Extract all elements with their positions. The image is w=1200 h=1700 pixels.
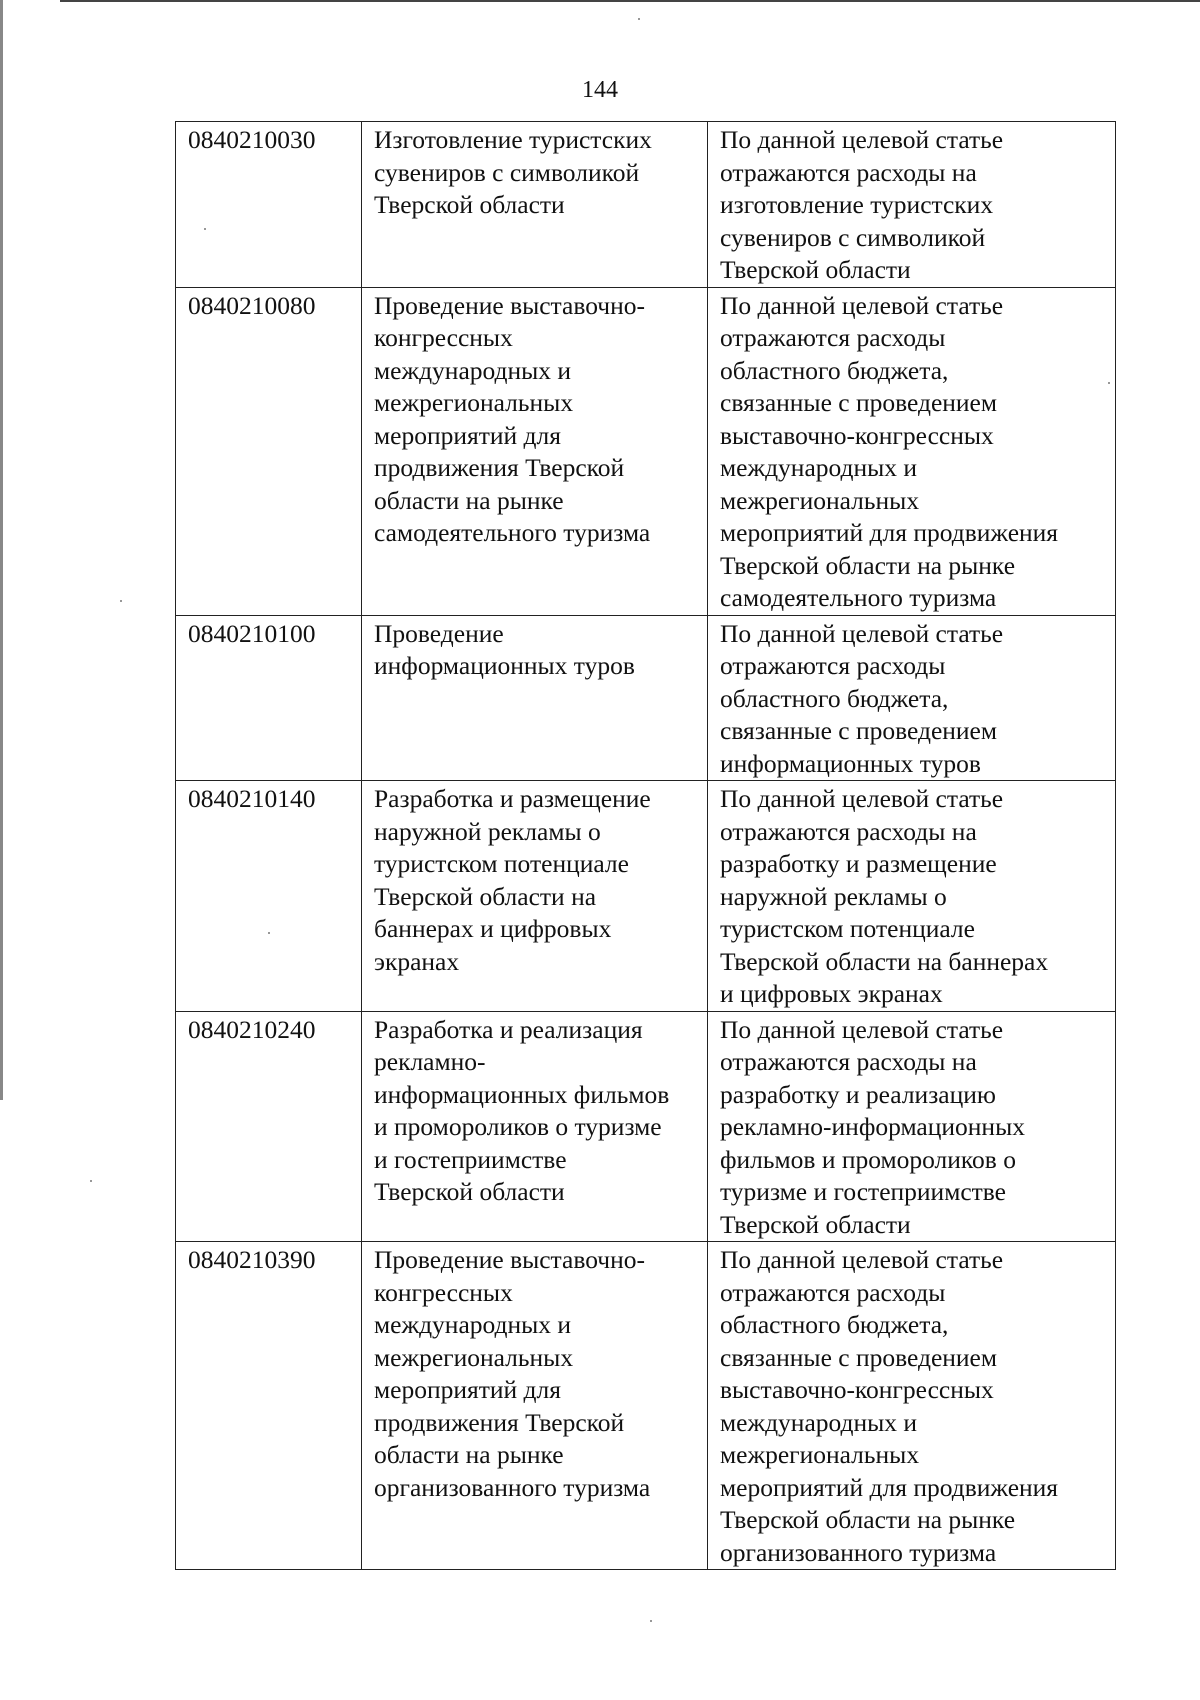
description-line: Тверской области на рынке <box>720 1505 1016 1534</box>
name-cell <box>362 1242 708 1570</box>
name-line: конгрессных <box>374 323 513 352</box>
name-line: Проведение выставочно- <box>374 1245 645 1274</box>
description-line: и цифровых экранах <box>720 979 943 1008</box>
name-cell <box>362 287 708 615</box>
name-line: туристском потенциале <box>374 849 629 878</box>
description-line: отражаются расходы <box>720 1277 946 1307</box>
description-line: выставочно-конгрессных <box>720 1375 994 1404</box>
description-line: мероприятий для продвижения <box>720 1472 1059 1502</box>
name-line: международных и <box>374 355 572 385</box>
description-line: связанные с проведением <box>720 388 998 417</box>
code-cell: 0840210390 <box>176 1242 362 1570</box>
name-line: и промороликов о туризме <box>374 1112 662 1141</box>
description-line: межрегиональных <box>720 1440 920 1469</box>
name-line: Изготовление туристских <box>374 125 652 154</box>
description-cell <box>708 615 1116 781</box>
name-line: Разработка и размещение <box>374 784 651 813</box>
name-line: Тверской области <box>374 1177 565 1206</box>
description-line: отражаются расходы на <box>720 1047 977 1076</box>
description-line: организованного туризма <box>720 1537 997 1567</box>
name-line: сувениров с символикой <box>374 157 640 187</box>
table-body <box>176 122 1116 1570</box>
table-row <box>176 1011 1116 1242</box>
scan-speck <box>638 18 640 20</box>
name-cell <box>362 1011 708 1242</box>
name-line: области на рынке <box>374 1440 564 1469</box>
description-line: Тверской области на баннерах <box>720 946 1049 976</box>
code-cell: 0840210080 <box>176 287 362 615</box>
description-line: самодеятельного туризма <box>720 583 997 612</box>
description-line: выставочно-конгрессных <box>720 420 994 450</box>
table-row <box>176 1242 1116 1570</box>
name-line: Разработка и реализация <box>374 1014 643 1044</box>
description-line: рекламно-информационных <box>720 1112 1025 1141</box>
name-line: продвижения Тверской <box>374 1407 625 1437</box>
description-line: Тверской области <box>720 255 911 284</box>
description-line: областного бюджета, <box>720 355 949 385</box>
description-line: По данной целевой статье <box>720 125 1004 154</box>
scan-speck <box>90 1180 92 1182</box>
table-row <box>176 122 1116 288</box>
name-line: и гостеприимстве <box>374 1144 567 1174</box>
description-line: Тверской области на рынке <box>720 550 1016 580</box>
description-line: областного бюджета, <box>720 1310 949 1339</box>
name-line: Проведение <box>374 618 504 648</box>
name-line: международных и <box>374 1310 572 1339</box>
description-line: По данной целевой статье <box>720 1245 1004 1274</box>
description-line: фильмов и промороликов о <box>720 1144 1016 1174</box>
name-line: информационных фильмов <box>374 1079 670 1109</box>
description-line: Тверской области <box>720 1209 911 1239</box>
description-line: туристском потенциале <box>720 914 975 943</box>
description-line: По данной целевой статье <box>720 784 1004 813</box>
description-line: туризме и гостеприимстве <box>720 1177 1007 1206</box>
description-line: связанные с проведением <box>720 1342 998 1372</box>
name-line: межрегиональных <box>374 1342 574 1372</box>
description-line: По данной целевой статье <box>720 618 1004 648</box>
code-cell: 0840210030 <box>176 122 362 288</box>
description-line: разработку и размещение <box>720 849 997 878</box>
name-line: Тверской области <box>374 190 565 219</box>
description-line: сувениров с символикой <box>720 222 986 252</box>
description-line: По данной целевой статье <box>720 290 1004 320</box>
name-line: самодеятельного туризма <box>374 518 651 547</box>
name-line: Проведение выставочно- <box>374 290 645 320</box>
name-line: информационных туров <box>374 651 635 680</box>
description-line: отражаются расходы <box>720 651 946 680</box>
name-line: баннерах и цифровых <box>374 914 612 943</box>
name-line: продвижения Тверской <box>374 453 625 482</box>
scan-speck <box>650 1620 652 1622</box>
description-line: международных и <box>720 1407 918 1437</box>
description-line: наружной рекламы о <box>720 881 947 911</box>
name-line: области на рынке <box>374 485 564 515</box>
name-cell <box>362 615 708 781</box>
description-line: отражаются расходы <box>720 323 946 352</box>
description-line: областного бюджета, <box>720 683 949 713</box>
description-cell <box>708 287 1116 615</box>
name-line: мероприятий для <box>374 420 561 450</box>
name-line: рекламно- <box>374 1047 486 1076</box>
name-line: организованного туризма <box>374 1472 651 1502</box>
name-line: Тверской области на <box>374 881 597 911</box>
code-cell: 0840210240 <box>176 1011 362 1242</box>
code-cell: 0840210100 <box>176 615 362 781</box>
description-line: отражаются расходы на <box>720 157 977 187</box>
description-line: По данной целевой статье <box>720 1014 1004 1044</box>
name-line: межрегиональных <box>374 388 574 417</box>
scan-speck <box>120 600 122 602</box>
description-line: межрегиональных <box>720 485 920 515</box>
name-cell <box>362 781 708 1012</box>
code-cell: 0840210140 <box>176 781 362 1012</box>
description-line: связанные с проведением <box>720 716 998 745</box>
description-cell <box>708 1242 1116 1570</box>
description-cell <box>708 122 1116 288</box>
description-line: разработку и реализацию <box>720 1079 996 1109</box>
description-cell <box>708 1011 1116 1242</box>
scan-speck <box>1108 382 1110 384</box>
name-line: конгрессных <box>374 1277 513 1307</box>
name-line: экранах <box>374 946 460 976</box>
description-line: информационных туров <box>720 748 981 778</box>
page-number: 144 <box>582 77 618 103</box>
description-line: отражаются расходы на <box>720 816 977 846</box>
name-cell <box>362 122 708 288</box>
name-line: мероприятий для <box>374 1375 561 1404</box>
scan-edge-top <box>60 0 1200 2</box>
scan-speck <box>268 932 270 934</box>
scan-speck <box>204 228 206 230</box>
scan-edge-left <box>0 0 3 1100</box>
table-row <box>176 781 1116 1012</box>
table-row <box>176 287 1116 615</box>
description-line: мероприятий для продвижения <box>720 518 1059 547</box>
table-row <box>176 615 1116 781</box>
description-cell <box>708 781 1116 1012</box>
description-line: международных и <box>720 453 918 482</box>
description-line: изготовление туристских <box>720 190 994 219</box>
budget-items-table <box>175 121 1116 1570</box>
name-line: наружной рекламы о <box>374 816 601 846</box>
